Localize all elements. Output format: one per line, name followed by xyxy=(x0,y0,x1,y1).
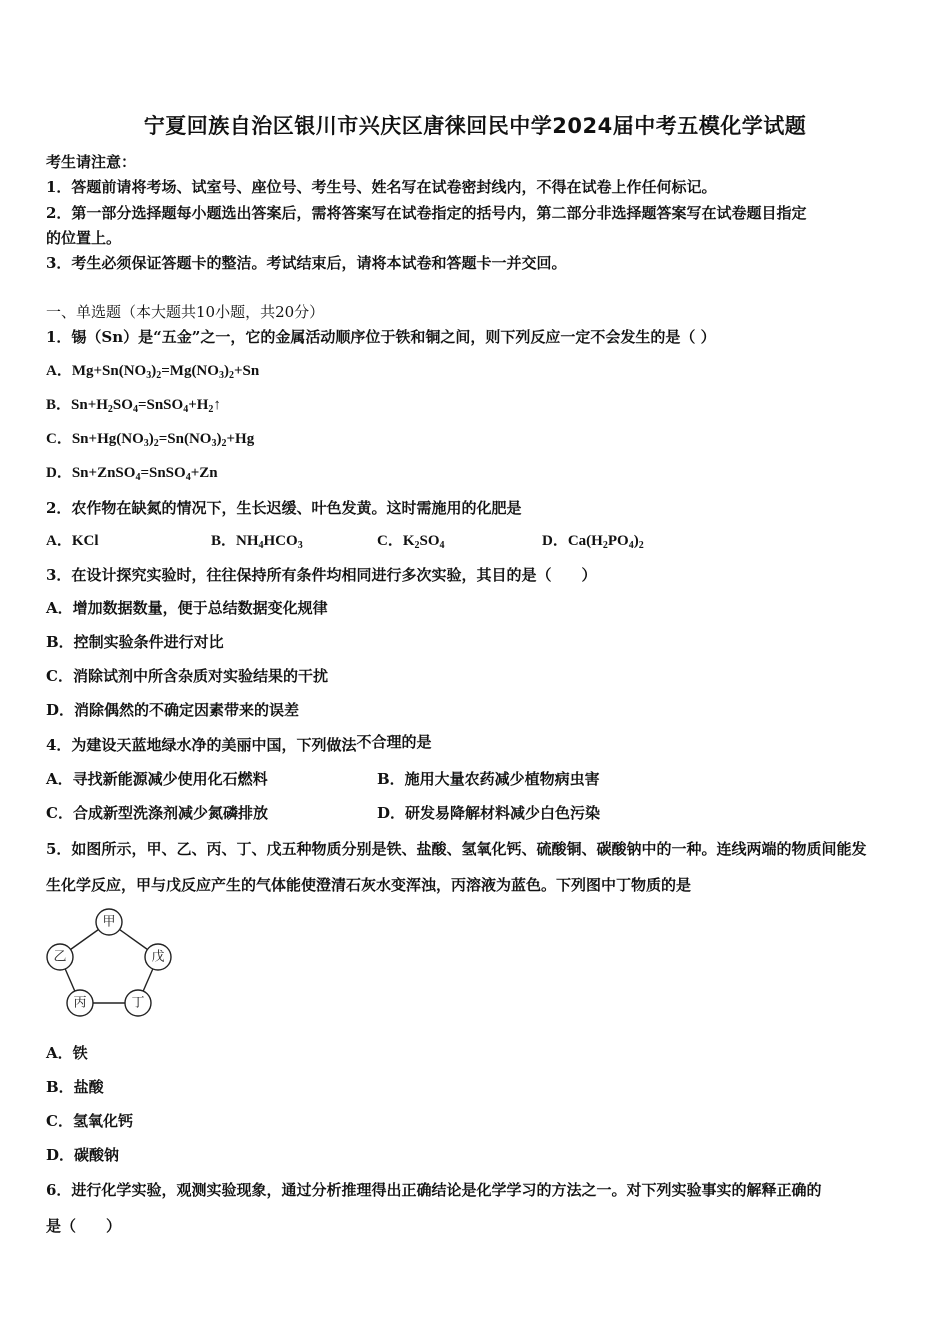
q2-option-b: B．$NH_4HCO_3$ xyxy=(211,533,303,551)
q4-option-d: D．研发易降解材料减少白色污染 xyxy=(377,804,601,822)
diagram-label: 甲 xyxy=(102,914,116,930)
notice-item: 的位置上。 xyxy=(46,229,122,247)
q1-option-b: B．$Sn+H_2SO_4=SnSO_4+H_2↑$ xyxy=(46,397,221,415)
q4-option-b: B．施用大量农药减少植物病虫害 xyxy=(377,770,600,788)
question-6-stem-line1: 6．进行化学实验，观测实验现象，通过分析推理得出正确结论是化学学习的方法之一。对下列实验事实的解释正确的 xyxy=(46,1181,822,1199)
q5-option-b: B．盐酸 xyxy=(46,1078,104,1096)
q3-option-d: D．消除偶然的不确定因素带来的误差 xyxy=(46,701,300,719)
question-5-stem-line1: 5．如图所示，甲、乙、丙、丁、戊五种物质分别是铁、盐酸、氢氧化钙、硫酸铜、碳酸钠中的一种。连线两端的物质间能发 xyxy=(46,840,867,858)
q5-option-a: A．铁 xyxy=(46,1044,88,1062)
q5-option-c: C．氢氧化钙 xyxy=(46,1112,133,1130)
q2-option-a: A．KCl xyxy=(46,533,99,549)
notice-item: 3．考生必须保证答题卡的整洁。考试结束后，请将本试卷和答题卡一并交回。 xyxy=(46,254,567,272)
q3-option-c: C．消除试剂中所含杂质对实验结果的干扰 xyxy=(46,667,328,685)
q4-option-c: C．合成新型洗涤剂减少氮磷排放 xyxy=(46,804,268,822)
question-4-stem: 4．为建设天蓝地绿水净的美丽中国，下列做法不合理的是 xyxy=(46,733,432,754)
notice-heading: 考生请注意： xyxy=(46,153,137,171)
q1-option-c: C．$Sn+Hg(NO_3)_2=Sn(NO_3)_2+Hg$ xyxy=(46,431,255,449)
diagram-label: 丙 xyxy=(73,995,87,1011)
q1-option-a: A．$Mg+Sn(NO_3)_2=Mg(NO_3)_2+Sn$ xyxy=(46,363,260,381)
diagram-label: 丁 xyxy=(131,995,145,1011)
q2-option-d: D．$Ca(H_2PO_4)_2$ xyxy=(542,533,644,551)
notice-item: 1．答题前请将考场、试室号、座位号、考生号、姓名写在试卷密封线内，不得在试卷上作任何标记。 xyxy=(46,178,717,196)
q3-option-a: A．增加数据数量，便于总结数据变化规律 xyxy=(46,599,328,617)
diagram-label: 戊 xyxy=(151,949,165,965)
pentagon-reaction-diagram xyxy=(40,906,180,1022)
page-title: 宁夏回族自治区银川市兴庆区唐徕回民中学2024届中考五模化学试题 xyxy=(143,114,807,138)
diagram-label: 乙 xyxy=(53,949,67,965)
q2-option-c: C．$K_2SO_4$ xyxy=(377,533,445,551)
question-5-stem-line2: 生化学反应，甲与戊反应产生的气体能使澄清石灰水变浑浊，丙溶液为蓝色。下列图中丁物质的是 xyxy=(46,876,692,894)
question-3-stem: 3．在设计探究实验时，往往保持所有条件均相同进行多次实验，其目的是（ ） xyxy=(46,566,597,584)
notice-item: 2．第一部分选择题每小题选出答案后，需将答案写在试卷指定的括号内，第二部分非选择题答案写在试卷题目指定 xyxy=(46,204,807,222)
question-6-stem-line2: 是（ ） xyxy=(46,1217,122,1235)
q4-option-a: A．寻找新能源减少使用化石燃料 xyxy=(46,770,268,788)
q1-option-d: D．Sn+ZnSO$_4$=SnSO$_4$+Zn xyxy=(46,465,218,483)
question-1-stem: 1．锡（Sn）是“五金”之一，它的金属活动顺序位于铁和铜之间，则下列反应一定不会发生的是（ ） xyxy=(46,328,716,346)
question-2-stem: 2．农作物在缺氮的情况下，生长迟缓、叶色发黄。这时需施用的化肥是 xyxy=(46,499,522,517)
q3-option-b: B．控制实验条件进行对比 xyxy=(46,633,224,651)
q5-option-d: D．碳酸钠 xyxy=(46,1146,120,1164)
section-heading: 一、单选题（本大题共10小题，共20分） xyxy=(46,303,325,321)
